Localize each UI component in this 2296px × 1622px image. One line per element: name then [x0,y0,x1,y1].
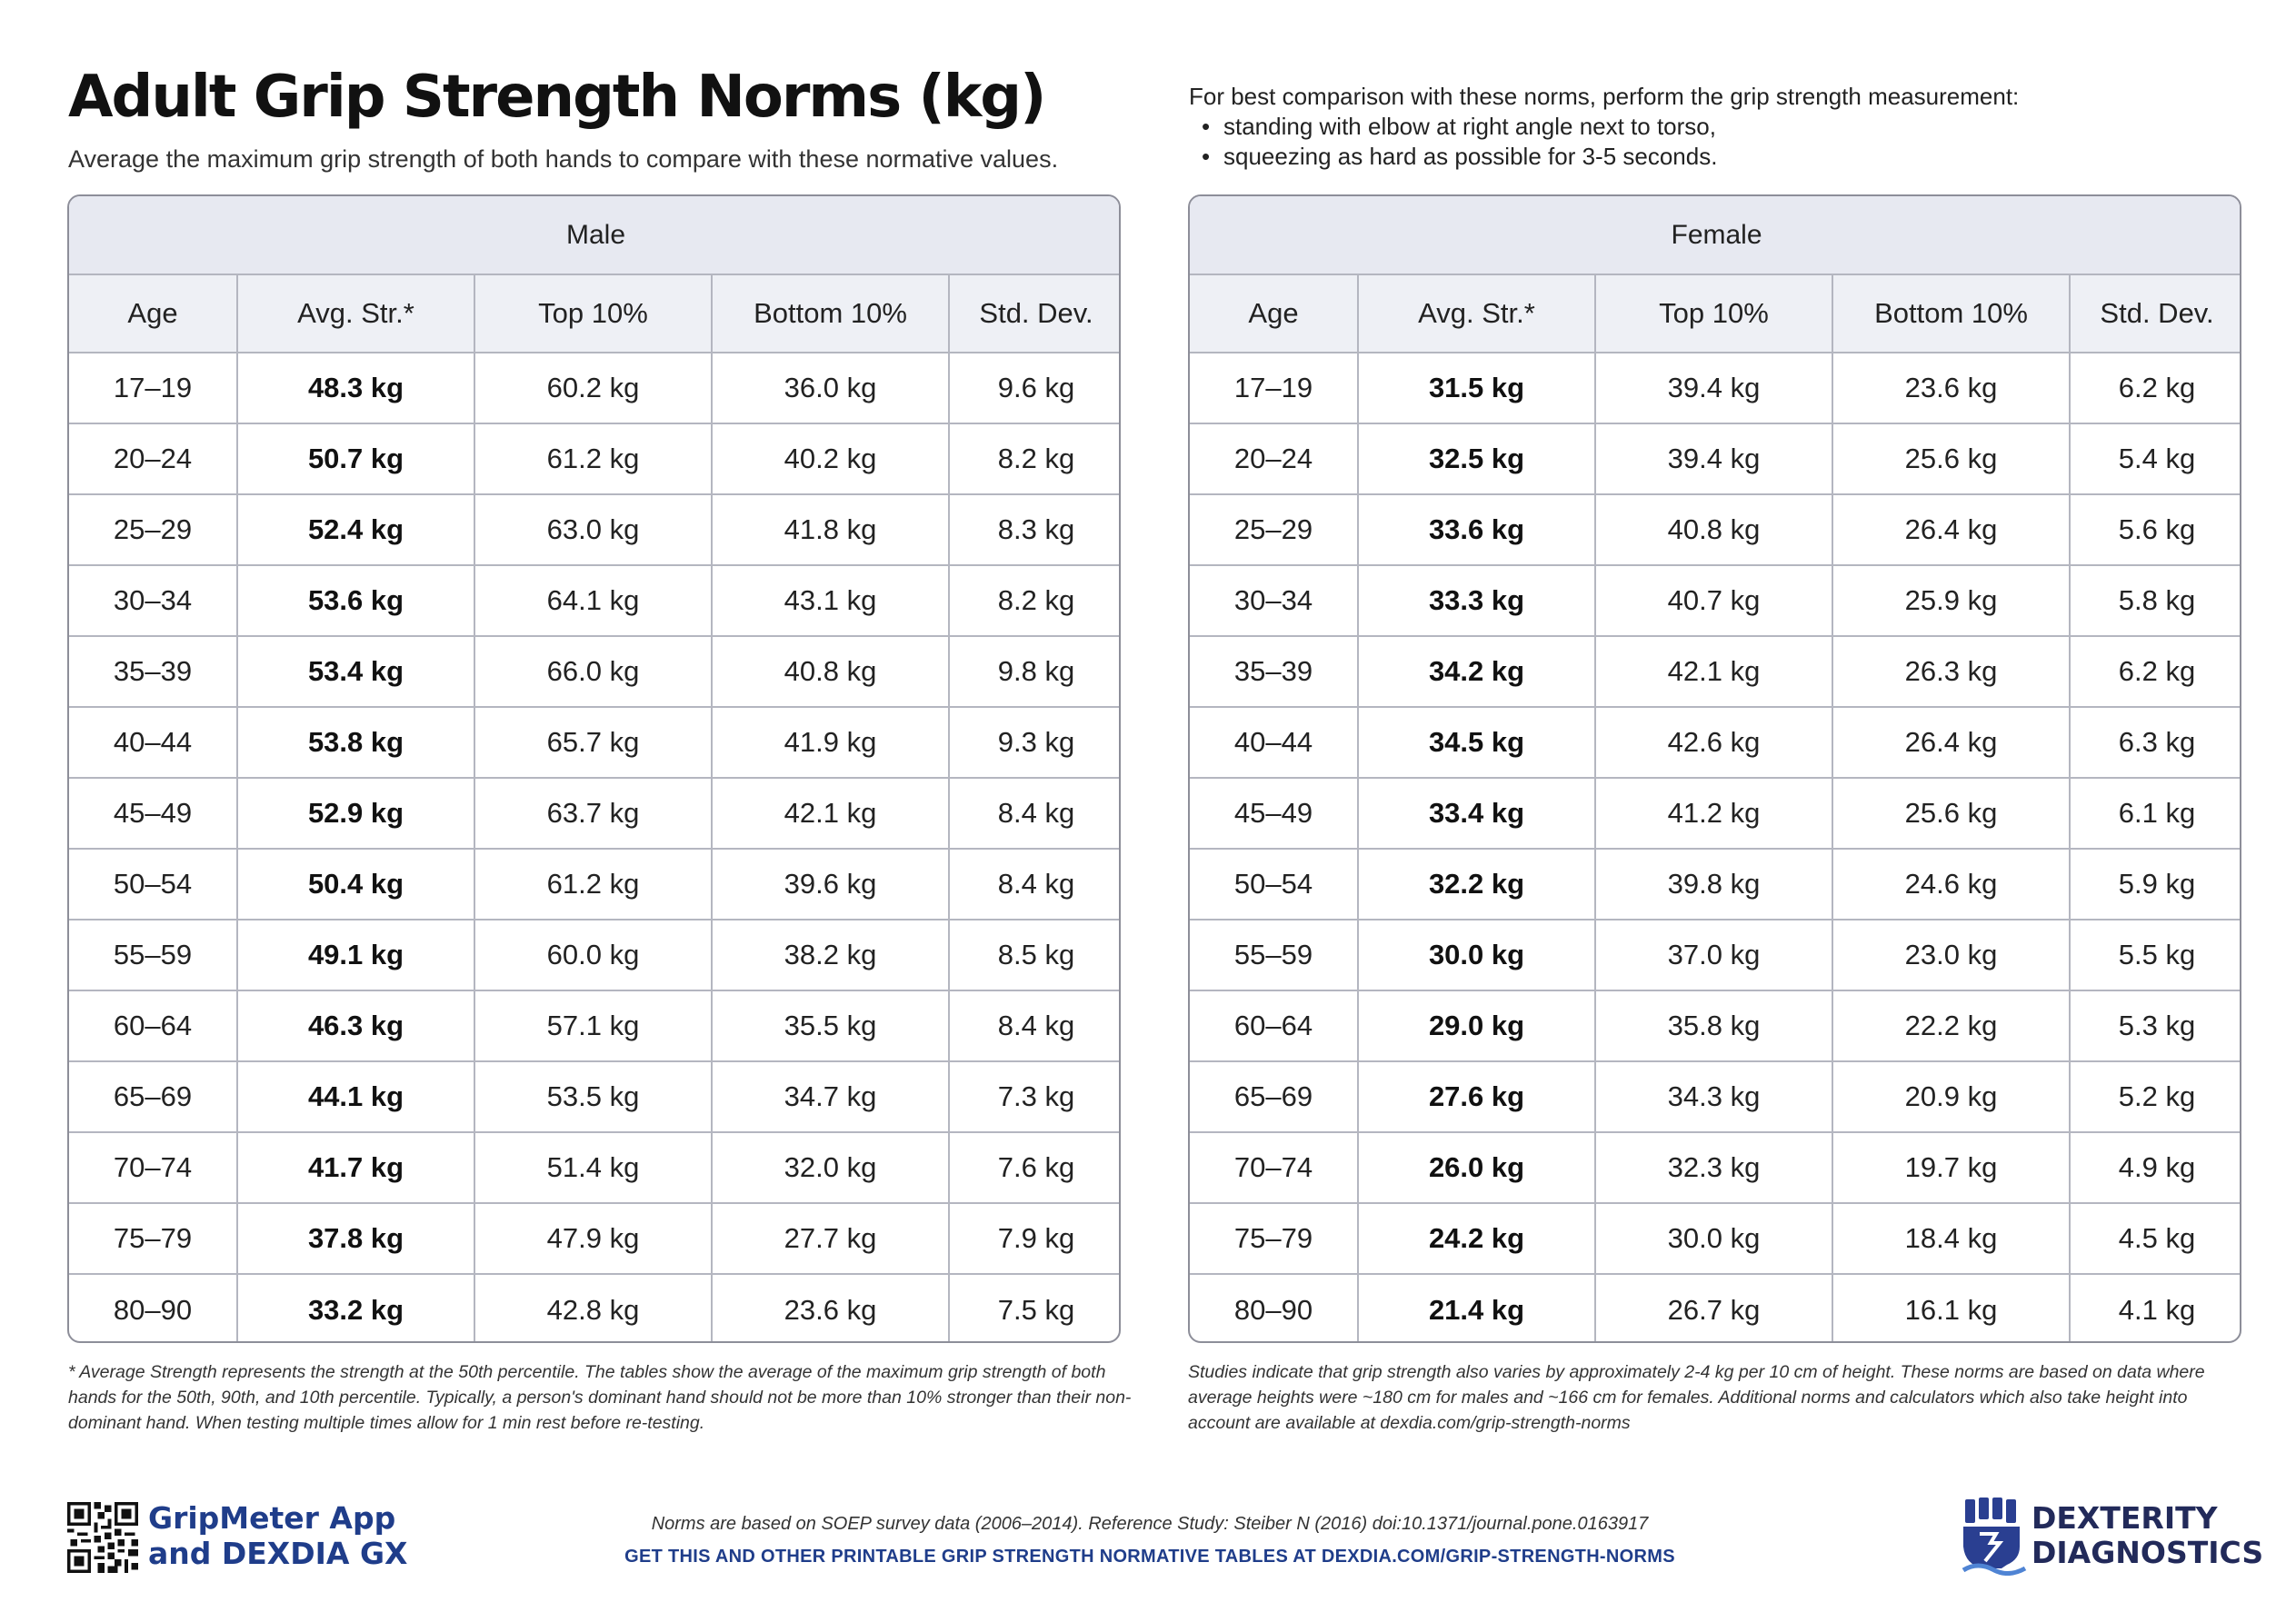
stddev-cell: 4.1 kg [2118,1293,2196,1326]
bottom10-cell: 23.6 kg [1832,353,2070,423]
bottom10-cell: 22.2 kg [1832,990,2070,1061]
avg-strength-cell: 52.4 kg [237,494,474,565]
age-cell: 75–79 [69,1203,237,1274]
stddev-cell: 9.3 kg [949,707,1121,778]
female-table-body [1190,353,2241,1343]
top10-cell: 37.0 kg [1595,920,1832,990]
bottom10-cell: 35.5 kg [712,990,949,1061]
age-cell: 30–34 [69,565,237,636]
footnote-height-variation: Studies indicate that grip strength also varies by approximately 2-4 kg per 10 cm of height. These norms are based on data where average heights were ~180 cm for males and ~166 cm for females. Additional norms and calculators which also take height into account are available at dexdia.com/grip-strength-norms [1188,1362,2205,1433]
table-row [1190,1203,2241,1274]
age-cell: 70–74 [1190,1132,1358,1203]
age-cell: 20–24 [1190,423,1358,494]
avg-strength-cell: 24.2 kg [1358,1203,1595,1274]
bottom10-cell: 40.2 kg [712,423,949,494]
top10-cell: 60.2 kg [474,353,712,423]
avg-strength-cell: 32.2 kg [1358,849,1595,920]
bottom10-cell: 38.2 kg [712,920,949,990]
top10-cell: 57.1 kg [474,990,712,1061]
stddev-cell: 5.5 kg [2070,920,2241,990]
stddev-cell: 8.5 kg [949,920,1121,990]
top10-cell: 64.1 kg [474,565,712,636]
age-cell: 55–59 [69,920,237,990]
stddev-cell: 8.4 kg [949,849,1121,920]
stddev-cell: 6.2 kg [2070,636,2241,707]
top10-cell: 63.0 kg [474,494,712,565]
age-cell: 60–64 [1190,990,1358,1061]
table-row [69,778,1121,849]
column-header-top10: Top 10% [1595,274,1832,353]
bottom10-cell: 18.4 kg [1832,1203,2070,1274]
avg-strength-cell: 33.2 kg [237,1274,474,1343]
age-cell: 80–90 [69,1274,237,1343]
stddev-cell: 9.6 kg [949,353,1121,423]
avg-strength-cell: 53.4 kg [237,636,474,707]
column-header-avg: Avg. Str.* [237,274,474,353]
reference-citation: Norms are based on SOEP survey data (2006–2014). Reference Study: Steiber N (2016) doi:10.1371/journal.pone.0163917 [651,1514,1649,1534]
top10-cell: 30.0 kg [1595,1203,1832,1274]
age-cell: 35–39 [1190,636,1358,707]
stddev-cell: 8.2 kg [949,423,1121,494]
download-link[interactable]: GET THIS AND OTHER PRINTABLE GRIP STRENGTH NORMATIVE TABLES AT DEXDIA.COM/GRIP-STRENGTH-NORMS [624,1547,1675,1567]
column-header-stddev: Std. Dev. [2070,274,2241,353]
top10-cell: 34.3 kg [1595,1061,1832,1132]
age-cell: 25–29 [1190,494,1358,565]
table-row [69,1132,1121,1203]
avg-strength-cell: 49.1 kg [237,920,474,990]
table-row [69,1061,1121,1132]
stddev-cell: 8.4 kg [949,990,1121,1061]
bottom10-cell: 25.6 kg [1832,778,2070,849]
avg-strength-cell: 50.4 kg [237,849,474,920]
qr-code-icon[interactable] [67,1502,138,1573]
age-cell: 45–49 [69,778,237,849]
column-header-bottom10: Bottom 10% [1832,274,2070,353]
age-cell: 60–64 [69,990,237,1061]
bottom10-cell: 24.6 kg [1832,849,2070,920]
stddev-cell: 5.6 kg [2070,494,2241,565]
app-label-line2: and DEXDIA GX [148,1536,408,1571]
top10-cell: 61.2 kg [474,849,712,920]
instructions-list [1202,112,2019,172]
avg-strength-cell: 33.6 kg [1358,494,1595,565]
stddev-cell: 7.9 kg [949,1203,1121,1274]
table-row [69,1274,1121,1343]
bottom10-cell: 36.0 kg [712,353,949,423]
table-row [69,636,1121,707]
stddev-cell: 7.6 kg [949,1132,1121,1203]
top10-cell: 61.2 kg [474,423,712,494]
table-row [69,353,1121,423]
avg-strength-cell: 29.0 kg [1358,990,1595,1061]
top10-cell: 63.7 kg [474,778,712,849]
top10-cell: 53.5 kg [474,1061,712,1132]
bottom10-cell: 39.6 kg [712,849,949,920]
page-subtitle: Average the maximum grip strength of both hands to compare with these normative values. [68,145,1059,173]
age-cell: 40–44 [69,707,237,778]
top10-cell: 35.8 kg [1595,990,1832,1061]
top10-cell: 39.4 kg [1595,423,1832,494]
column-header-age: Age [1190,274,1358,353]
column-header-stddev: Std. Dev. [949,274,1121,353]
age-cell: 30–34 [1190,565,1358,636]
top10-cell: 39.4 kg [1595,353,1832,423]
avg-strength-cell: 50.7 kg [237,423,474,494]
top10-cell: 42.6 kg [1595,707,1832,778]
table-row [1190,920,2241,990]
top10-cell: 40.7 kg [1595,565,1832,636]
table-row [1190,1274,2241,1343]
avg-strength-cell: 41.7 kg [237,1132,474,1203]
stddev-cell: 7.5 kg [997,1293,1075,1326]
measurement-instructions [1189,82,2019,172]
stddev-cell: 9.8 kg [949,636,1121,707]
avg-strength-cell: 53.8 kg [237,707,474,778]
table-row [1190,707,2241,778]
bottom10-cell: 25.6 kg [1832,423,2070,494]
stddev-cell: 8.2 kg [949,565,1121,636]
top10-cell: 42.8 kg [474,1274,712,1343]
table-row [1190,849,2241,920]
bottom10-cell: 26.4 kg [1832,494,2070,565]
bottom10-cell: 41.8 kg [712,494,949,565]
stddev-cell: 6.3 kg [2070,707,2241,778]
table-row [69,494,1121,565]
avg-strength-cell: 31.5 kg [1358,353,1595,423]
bottom10-cell: 32.0 kg [712,1132,949,1203]
age-cell: 45–49 [1190,778,1358,849]
table-row [1190,1061,2241,1132]
top10-cell: 32.3 kg [1595,1132,1832,1203]
bottom10-cell: 20.9 kg [1832,1061,2070,1132]
stddev-cell: 4.5 kg [2070,1203,2241,1274]
top10-cell: 42.1 kg [1595,636,1832,707]
bottom10-cell: 19.7 kg [1832,1132,2070,1203]
avg-strength-cell: 48.3 kg [237,353,474,423]
table-row [69,990,1121,1061]
stddev-cell: 5.2 kg [2070,1061,2241,1132]
stddev-cell: 5.8 kg [2070,565,2241,636]
bottom10-cell: 41.9 kg [712,707,949,778]
avg-strength-cell: 27.6 kg [1358,1061,1595,1132]
table-row [1190,636,2241,707]
table-row [1190,565,2241,636]
bottom10-cell: 40.8 kg [712,636,949,707]
instruction-item: • squeezing as hard as possible for 3-5 seconds. [1202,142,2019,172]
stddev-cell: 5.9 kg [2070,849,2241,920]
footnote-average-strength: * Average Strength represents the strength at the 50th percentile. The tables show the average of the maximum grip strength of both hands for the 50th, 90th, and 10th percentile. Typically, a person's dominant hand should not be more than 10% stronger than their non-dominant hand. When testing multiple times allow for 1 min rest before re-testing. [68,1362,1132,1433]
age-cell: 70–74 [69,1132,237,1203]
male-norms-table [67,194,1121,1343]
bottom10-cell: 16.1 kg [1832,1274,2070,1343]
table-row [69,707,1121,778]
table-row [1190,494,2241,565]
age-cell: 65–69 [1190,1061,1358,1132]
avg-strength-cell: 53.6 kg [237,565,474,636]
top10-cell: 60.0 kg [474,920,712,990]
male-column-headers [69,274,1121,353]
avg-strength-cell: 46.3 kg [237,990,474,1061]
avg-strength-cell: 21.4 kg [1358,1274,1595,1343]
instructions-intro: For best comparison with these norms, perform the grip strength measurement: [1189,83,2020,110]
stddev-cell: 4.9 kg [2070,1132,2241,1203]
avg-strength-cell: 44.1 kg [237,1061,474,1132]
app-label-line1: GripMeter App [148,1500,396,1536]
table-row [1190,423,2241,494]
female-table-title: Female [1190,196,2241,274]
bottom10-cell: 26.4 kg [1832,707,2070,778]
table-row [1190,1132,2241,1203]
avg-strength-cell: 30.0 kg [1358,920,1595,990]
top10-cell: 26.7 kg [1595,1274,1832,1343]
age-cell: 65–69 [69,1061,237,1132]
column-header-age: Age [69,274,237,353]
bottom10-cell: 23.0 kg [1832,920,2070,990]
age-cell: 25–29 [69,494,237,565]
bottom10-cell: 34.7 kg [712,1061,949,1132]
top10-cell: 51.4 kg [474,1132,712,1203]
logo-line2: DIAGNOSTICS [2031,1535,2264,1570]
avg-strength-cell: 52.9 kg [237,778,474,849]
male-table-title: Male [69,196,1121,274]
stddev-cell: 5.3 kg [2070,990,2241,1061]
top10-cell: 47.9 kg [474,1203,712,1274]
age-cell: 17–19 [69,353,237,423]
table-row [69,565,1121,636]
age-cell: 50–54 [1190,849,1358,920]
logo-line1: DEXTERITY [2031,1500,2218,1536]
top10-cell: 66.0 kg [474,636,712,707]
age-cell: 17–19 [1190,353,1358,423]
company-logo-text [2031,1501,2263,1570]
table-row [69,849,1121,920]
avg-strength-cell: 34.5 kg [1358,707,1595,778]
female-norms-table [1188,194,2241,1343]
top10-cell: 41.2 kg [1595,778,1832,849]
hand-logo-icon [1962,1498,2027,1576]
table-row [69,1203,1121,1274]
age-cell: 80–90 [1190,1274,1358,1343]
table-row [1190,353,2241,423]
stddev-cell: 8.4 kg [949,778,1121,849]
age-cell: 20–24 [69,423,237,494]
stddev-cell: 6.2 kg [2070,353,2241,423]
avg-strength-cell: 33.4 kg [1358,778,1595,849]
top10-cell: 40.8 kg [1595,494,1832,565]
column-header-top10: Top 10% [474,274,712,353]
age-cell: 55–59 [1190,920,1358,990]
instruction-item: • standing with elbow at right angle next to torso, [1202,112,2019,142]
bottom10-cell: 43.1 kg [712,565,949,636]
page-title: Adult Grip Strength Norms (kg) [68,64,1045,131]
age-cell: 50–54 [69,849,237,920]
female-column-headers [1190,274,2241,353]
age-cell: 35–39 [69,636,237,707]
avg-strength-cell: 33.3 kg [1358,565,1595,636]
stddev-cell: 8.3 kg [949,494,1121,565]
bottom10-cell: 25.9 kg [1832,565,2070,636]
app-promo[interactable] [148,1500,407,1571]
table-row [1190,778,2241,849]
stddev-cell: 7.3 kg [949,1061,1121,1132]
column-header-avg: Avg. Str.* [1358,274,1595,353]
table-row [69,423,1121,494]
top10-cell: 39.8 kg [1595,849,1832,920]
table-row [69,920,1121,990]
bottom10-cell: 23.6 kg [712,1274,949,1343]
age-cell: 75–79 [1190,1203,1358,1274]
avg-strength-cell: 37.8 kg [237,1203,474,1274]
stddev-cell: 5.4 kg [2070,423,2241,494]
top10-cell: 65.7 kg [474,707,712,778]
bottom10-cell: 26.3 kg [1832,636,2070,707]
avg-strength-cell: 34.2 kg [1358,636,1595,707]
avg-strength-cell: 32.5 kg [1358,423,1595,494]
stddev-cell: 6.1 kg [2070,778,2241,849]
bottom10-cell: 42.1 kg [712,778,949,849]
male-table-body [69,353,1121,1343]
age-cell: 40–44 [1190,707,1358,778]
column-header-bottom10: Bottom 10% [712,274,949,353]
avg-strength-cell: 26.0 kg [1358,1132,1595,1203]
bottom10-cell: 27.7 kg [712,1203,949,1274]
table-row [1190,990,2241,1061]
